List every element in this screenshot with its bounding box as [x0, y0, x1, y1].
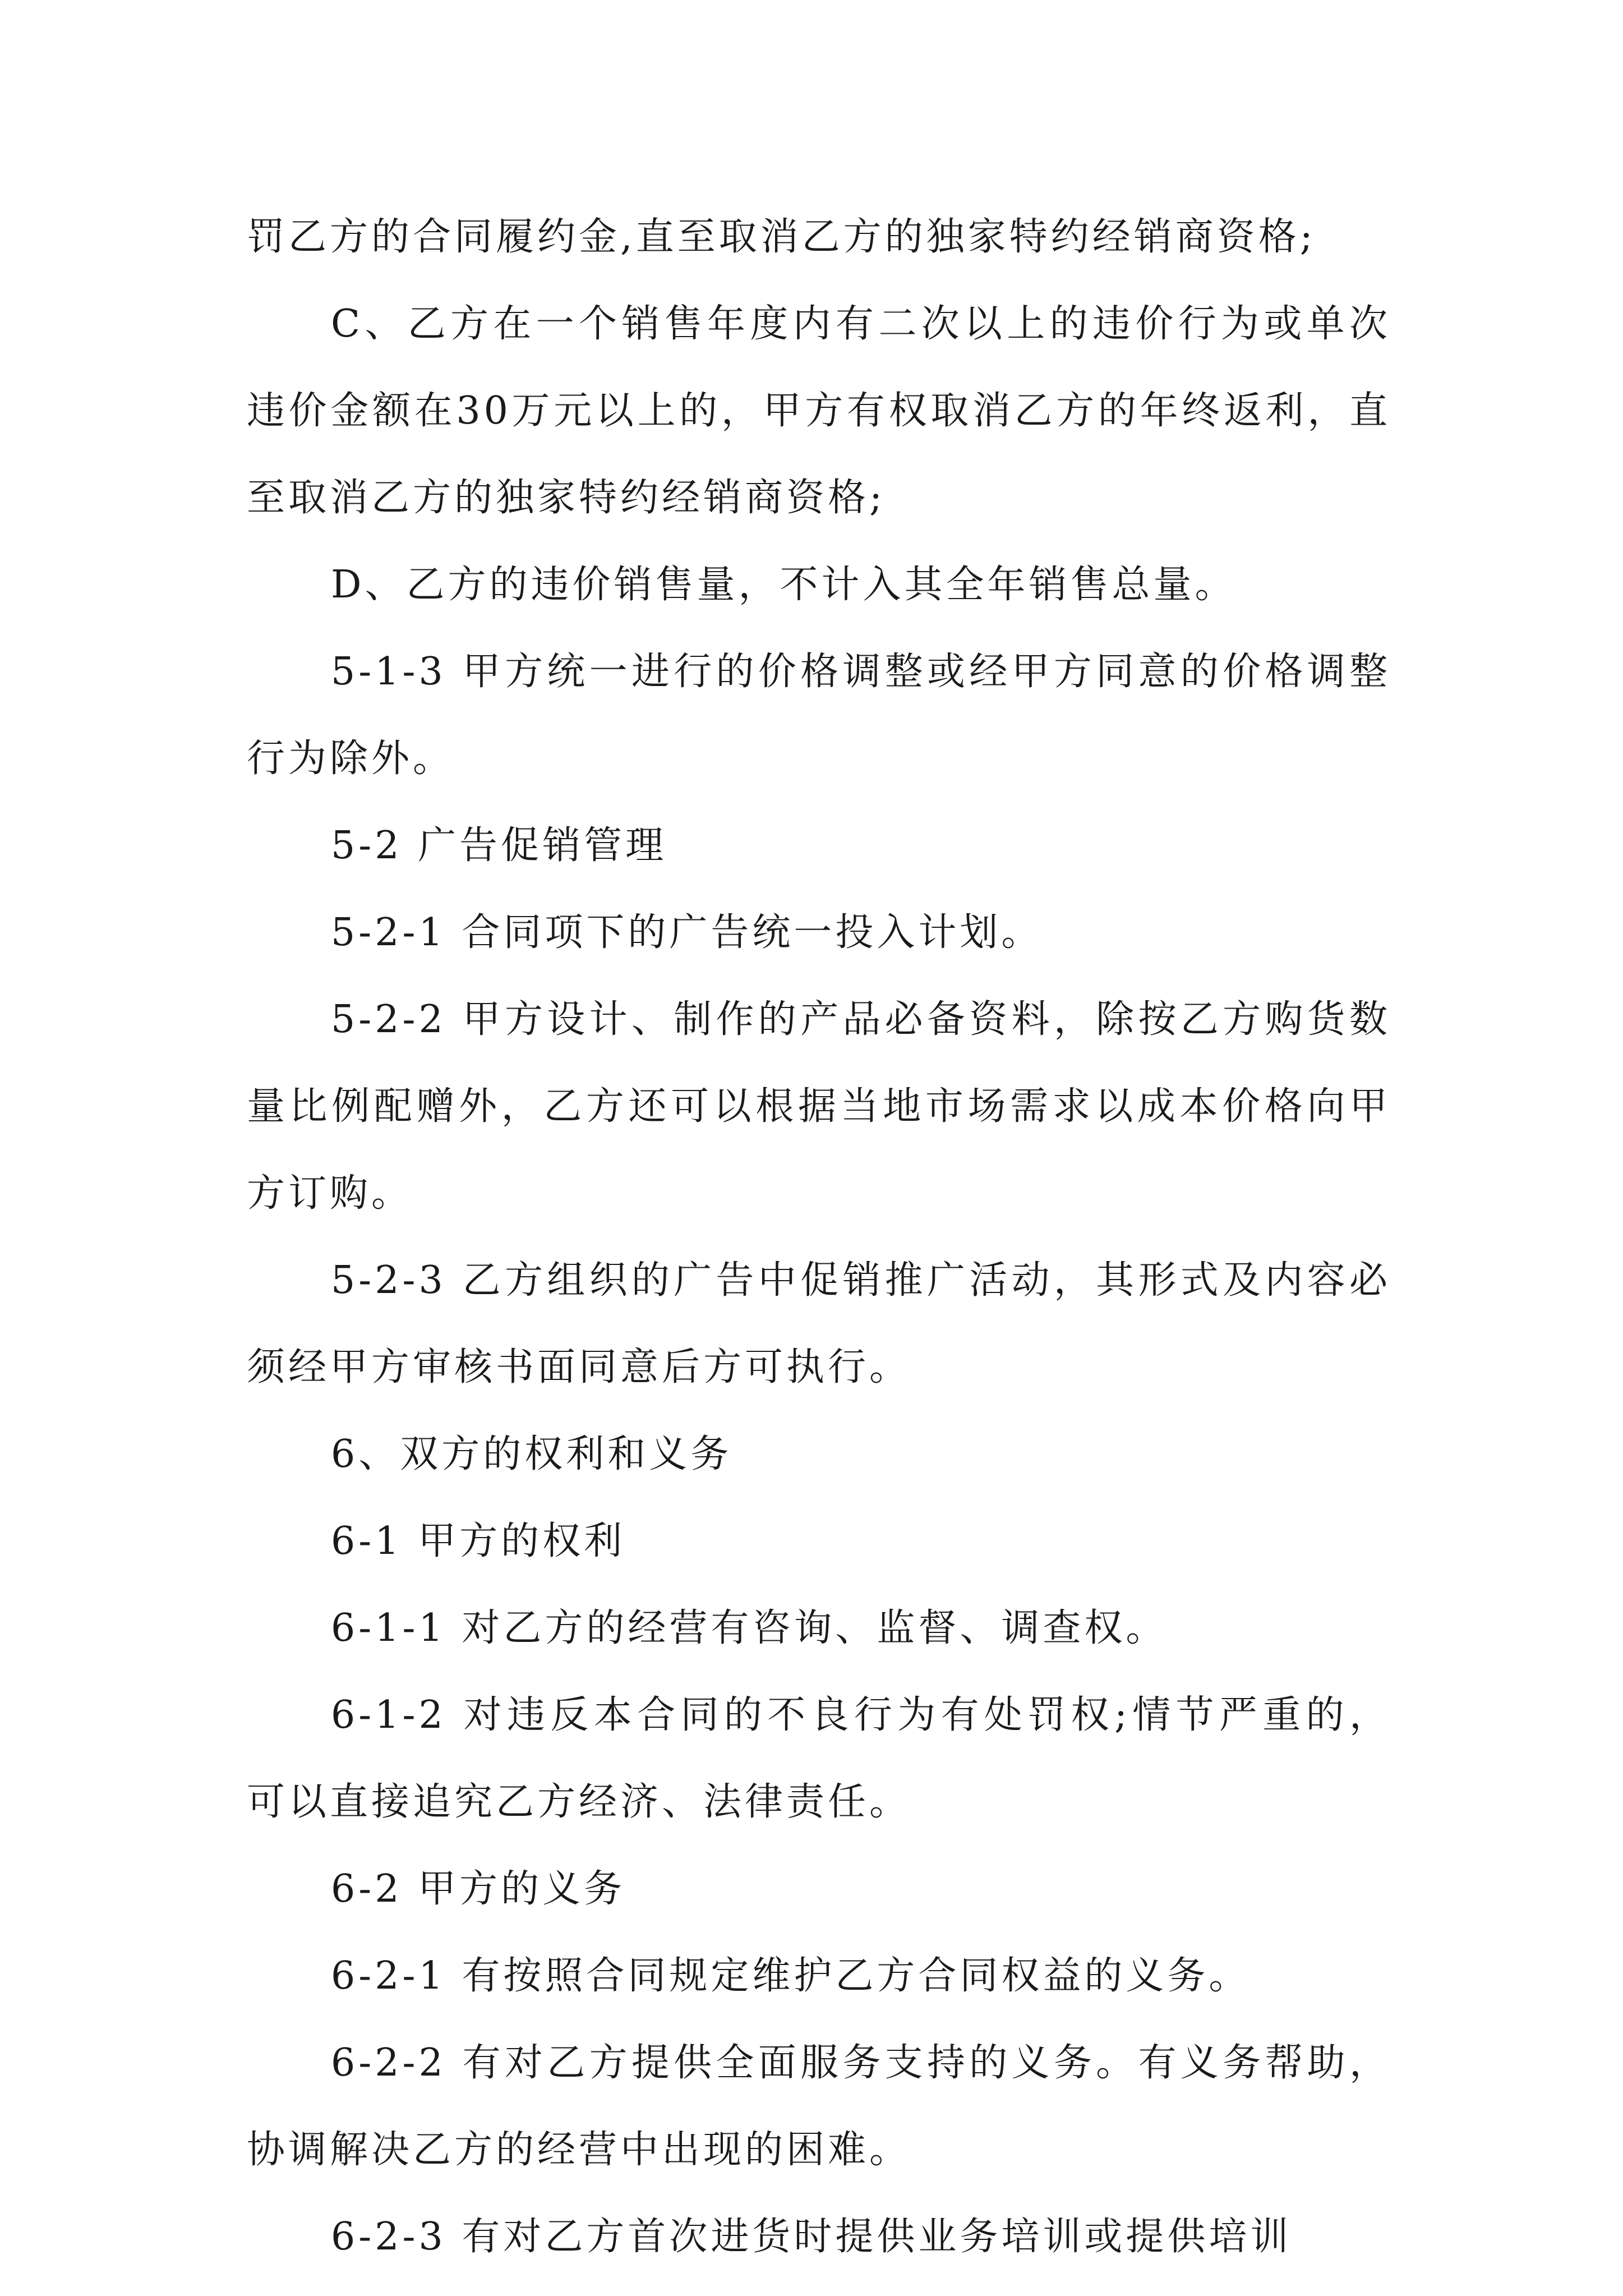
paragraph: C、乙方在一个销售年度内有二次以上的违价行为或单次违价金额在30万元以上的，甲方有权取消乙方的年终返利，直至取消乙方的独家特约经销商资格;	[247, 302, 1391, 520]
paragraph: 5-2-2 甲方设计、制作的产品必备资料，除按乙方购货数量比例配赠外，乙方还可以根据当地市场需求以成本价格向甲方订购。	[247, 997, 1391, 1216]
paragraph: 6-2-1 有按照合同规定维护乙方合同权益的义务。	[331, 1954, 1251, 1998]
document-body	[247, 194, 1391, 2280]
paragraph: 罚乙方的合同履约金,直至取消乙方的独家特约经销商资格;	[247, 215, 1316, 259]
paragraph: 6-1-2 对违反本合同的不良行为有处罚权;情节严重的，可以直接追究乙方经济、法律责任。	[247, 1693, 1391, 1824]
paragraph: D、乙方的违价销售量，不计入其全年销售总量。	[331, 563, 1237, 607]
paragraph: 6-1-1 对乙方的经营有咨询、监督、调查权。	[331, 1606, 1168, 1650]
paragraph: 5-2-3 乙方组织的广告中促销推广活动，其形式及内容必须经甲方审核书面同意后方可执行。	[247, 1258, 1391, 1389]
section-heading: 6-1 甲方的权利	[331, 1519, 626, 1563]
section-heading: 5-2 广告促销管理	[331, 823, 667, 868]
paragraph: 6-2-2 有对乙方提供全面服务支持的义务。有义务帮助，协调解决乙方的经营中出现的困难。	[247, 2041, 1391, 2172]
paragraph: 5-1-3 甲方统一进行的价格调整或经甲方同意的价格调整行为除外。	[247, 650, 1391, 781]
paragraph: 5-2-1 合同项下的广告统一投入计划。	[331, 910, 1043, 955]
section-heading: 6-2 甲方的义务	[331, 1867, 626, 1911]
paragraph: 6-2-3 有对乙方首次进货时提供业务培训或提供培训	[331, 2215, 1292, 2259]
section-heading: 6、双方的权利和义务	[331, 1432, 732, 1476]
